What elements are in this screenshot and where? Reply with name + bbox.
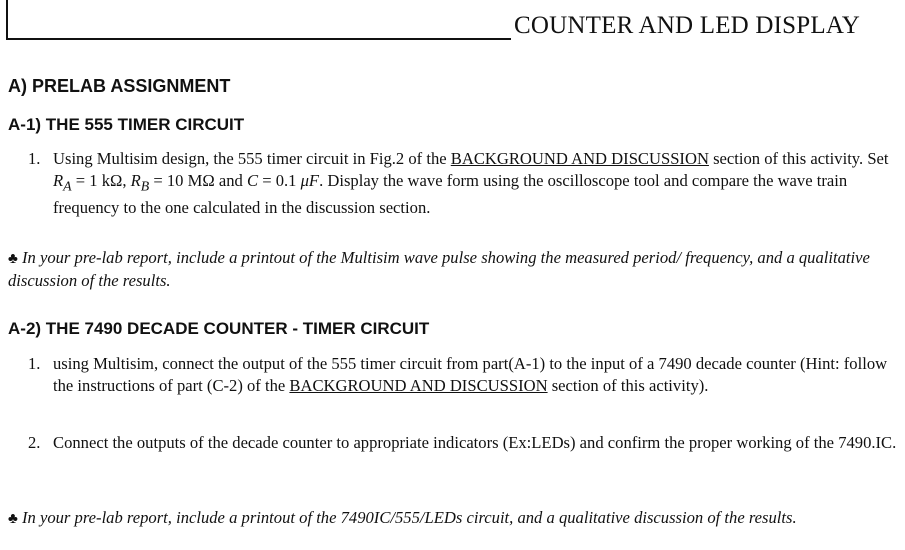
section-heading-prelab: A) PRELAB ASSIGNMENT (8, 76, 231, 96)
background-discussion-reference: BACKGROUND AND DISCUSSION (450, 149, 709, 168)
prelab-note-a2 (8, 507, 900, 530)
club-icon: ♣ (8, 511, 18, 527)
list-item-text: Using Multisim design, the 555 timer circuit in Fig.2 of the BACKGROUND AND DISCUSSION section of this activity. Set $R_A = 1$ kΩ, $R_B = 10$ MΩ and C = 0.1 μF. Display the wave form using the oscilloscope tool and compare the wave train frequency to the one calculated in the discussion section. (53, 149, 889, 218)
subsection-heading-a1: A-1) THE 555 TIMER CIRCUIT (8, 115, 245, 134)
note-text: In your pre-lab report, include a printout of the Multisim wave pulse showing the measured period/ frequency, and a qualitative discussion of the results. (8, 248, 870, 290)
list-item-a2-2 (28, 432, 900, 454)
math-ra: R (53, 171, 64, 190)
note-text: In your pre-lab report, include a printout of the 7490IC/555/LEDs circuit, and a qualitative discussion of the results. (22, 508, 797, 527)
background-discussion-reference: BACKGROUND AND DISCUSSION (289, 376, 548, 395)
list-number: 2. (28, 433, 41, 452)
subsection-heading-a2: A-2) THE 7490 DECADE COUNTER - TIMER CIRCUIT (8, 319, 430, 338)
page-title: COUNTER AND LED DISPLAY (514, 12, 861, 39)
math-rb: R (130, 171, 141, 190)
club-icon: ♣ (8, 251, 18, 267)
prelab-note-a1 (8, 247, 900, 292)
list-item-text: using Multisim, connect the output of the 555 timer circuit from part(A-1) to the input of a 7490 decade counter (Hint: follow the instructions of part (C-2) of the BACKGROUND AND DISCUSSION section of this activity). (53, 354, 888, 395)
header-rule (6, 38, 511, 40)
list-item-a1-1 (28, 148, 900, 219)
list-item-text: Connect the outputs of the decade counter to appropriate indicators (Ex:LEDs) and confirm the proper working of the 7490.IC. (53, 433, 897, 452)
header-rule-left (6, 0, 8, 40)
list-item-a2-1 (28, 353, 900, 397)
list-number: 1. (28, 149, 41, 168)
list-number: 1. (28, 354, 41, 373)
math-c: C (246, 171, 259, 190)
